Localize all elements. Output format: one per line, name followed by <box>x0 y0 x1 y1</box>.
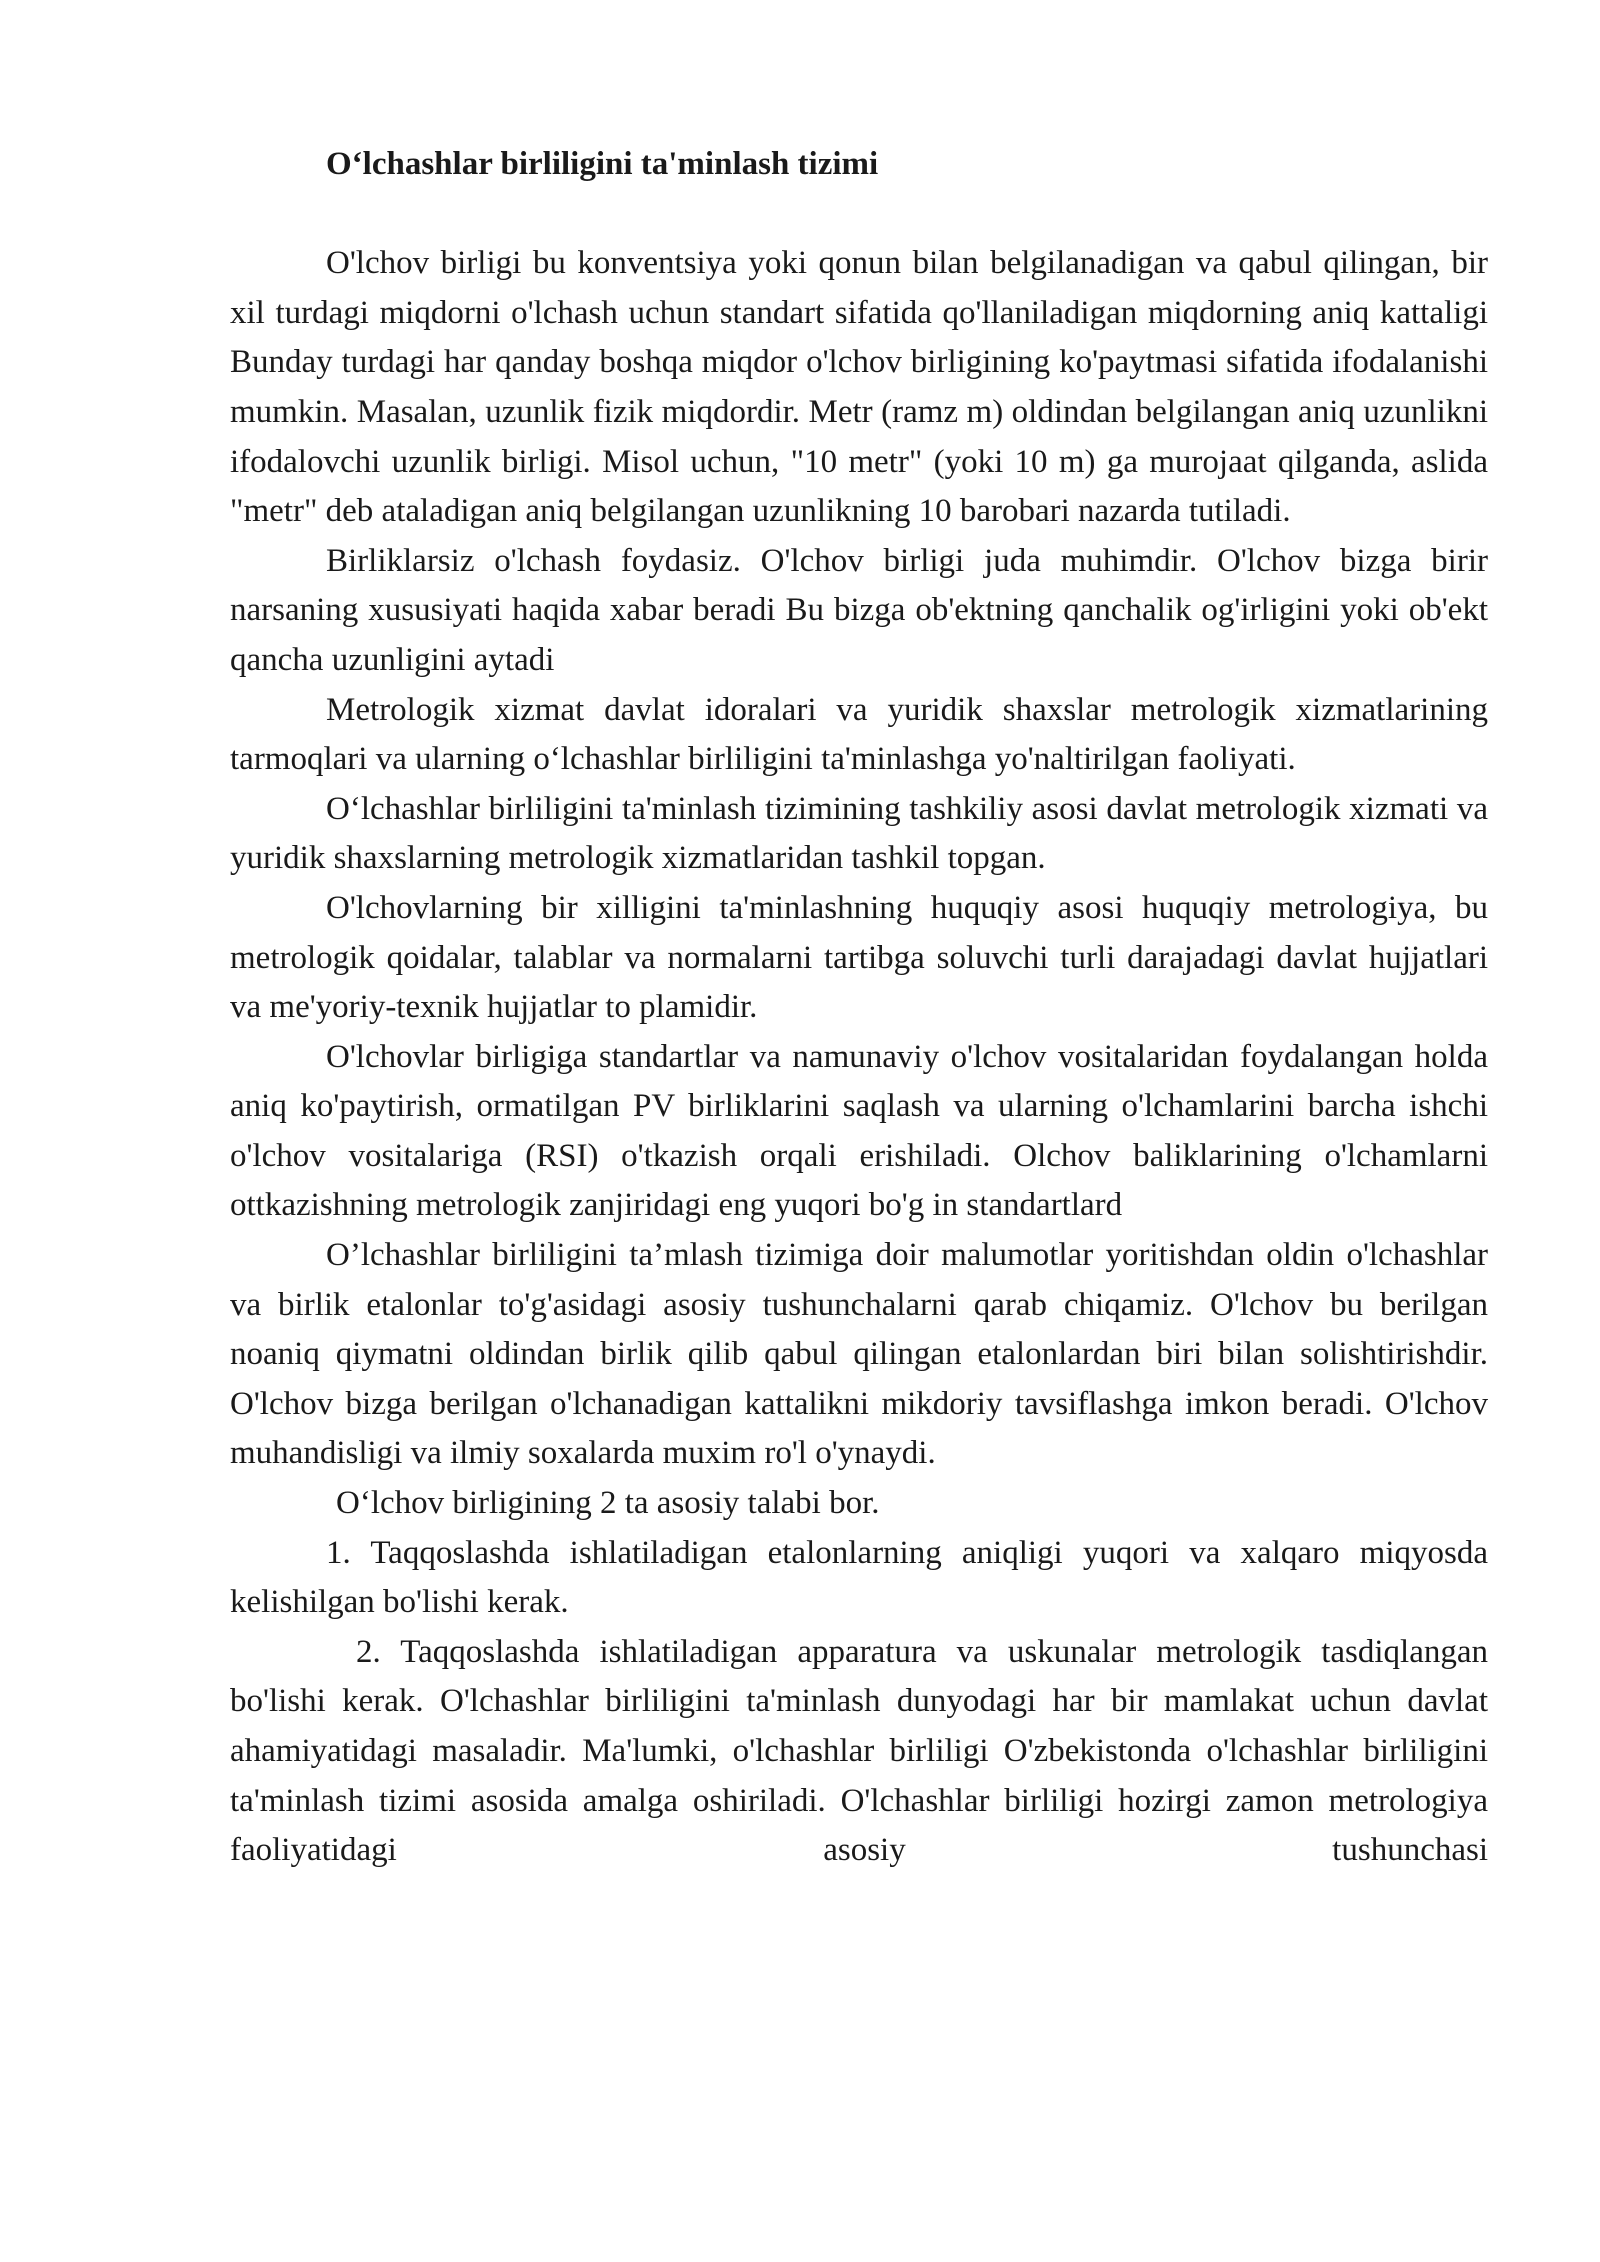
paragraph-metrological-service: Metrologik xizmat davlat idoralari va yuridik shaxslar metrologik xizmatlarining tarmoqlari va ularning o‘lchashlar birliligini ta'minlashga yo'naltirilgan faoliyati. <box>230 691 1488 778</box>
paragraph-units-importance: Birliklarsiz o'lchash foydasiz. O'lchov birligi juda muhimdir. O'lchov bizga birir narsaning xususiyati haqida xabar beradi Bu bizga ob'ektning qanchalik og'irligini yoki ob'ekt qancha uzunligini aytadi <box>230 542 1488 678</box>
paragraph-requirements-intro: O‘lchov birligining 2 ta asosiy talabi bor. <box>336 1485 880 1522</box>
paragraph-legal-basis: O'lchovlarning bir xilligini ta'minlashning huquqiy asosi huquqiy metrologiya, bu metrologik qoidalar, talablar va normalarni tartibga soluvchi turli darajadagi davlat hujjatlari va me'yoriy-texnik hujjatlar to plamidir. <box>230 889 1488 1026</box>
paragraph-unit-definition: O'lchov birligi bu konventsiya yoki qonun bilan belgilanadigan va qabul qilingan, bir xil turdagi miqdorni o'lchash uchun standart sifatida qo'llaniladigan miqdorning aniq kattaligi Bunday turdagi har qanday boshqa miqdor o'lchov birligining ko'paytmasi sifatida ifodalanishi mumkin. Masalan, uzunlik fizik miqdordir. Metr (ramz m) oldindan belgilangan aniq uzunlikni ifodalovchi uzunlik birligi. Misol uchun, "10 metr" (yoki 10 m) ga murojaat qilganda, aslida "metr" deb ataladigan aniq belgilangan uzunlikning 10 barobari nazarda tutiladi. <box>230 245 1488 530</box>
paragraph-concepts: O’lchashlar birliligini ta’mlash tizimiga doir malumotlar yoritishdan oldin o'lchashlar va birlik etalonlar to'g'asidagi asosiy tushunchalarni qarab chiqamiz. O'lchov bu berilgan noaniq qiymatni oldindan birlik qilib qabul qilingan etalonlardan biri bilan solishtirishdir. O'lchov bizga berilgan o'lchanadigan kattalikni mikdoriy tavsiflashga imkon beradi. O'lchov muhandisligi va ilmiy soxalarda muxim ro'l o'ynaydi. <box>230 1237 1488 1472</box>
list-item-requirement-1: 1. Taqqoslashda ishlatiladigan etalonlarning aniqligi yuqori va xalqaro miqyosda kelishilgan bo'lishi kerak. <box>230 1534 1488 1621</box>
paragraph-organizational-basis: O‘lchashlar birliligini ta'minlash tizimining tashkiliy asosi davlat metrologik xizmati va yuridik shaxslarning metrologik xizmatlaridan tashkil topgan. <box>230 790 1488 877</box>
document-title: O‘lchashlar birliligini ta'minlash tizimi <box>326 146 879 182</box>
paragraph-standards: O'lchovlar birligiga standartlar va namunaviy o'lchov vositalaridan foydalangan holda aniq ko'paytirish, ormatilgan PV birliklarini saqlash va ularning o'lchamlarini barcha ishchi o'lchov vositalariga (RSI) o'tkazish orqali erishiladi. Olchov baliklarining o'lchamlarni ottkazishning metrologik zanjiridagi eng yuqori bo'g in standartlard <box>230 1038 1488 1224</box>
list-item-requirement-2: 2. Taqqoslashda ishlatiladigan apparatura va uskunalar metrologik tasdiqlangan bo'lishi kerak. O'lchashlar birliligini ta'minlash dunyodagi har bir mamlakat uchun davlat ahamiyatidagi masaladir. Ma'lumki, o'lchashlar birliligi O'zbekistonda o'lchashlar birliligini ta'minlash tizimi asosida amalga oshiriladi. O'lchashlar birliligi hozirgi zamon metrologiya faoliyatidagi asosiy tushunchasi <box>230 1633 1488 1869</box>
document-page <box>230 140 1488 1876</box>
